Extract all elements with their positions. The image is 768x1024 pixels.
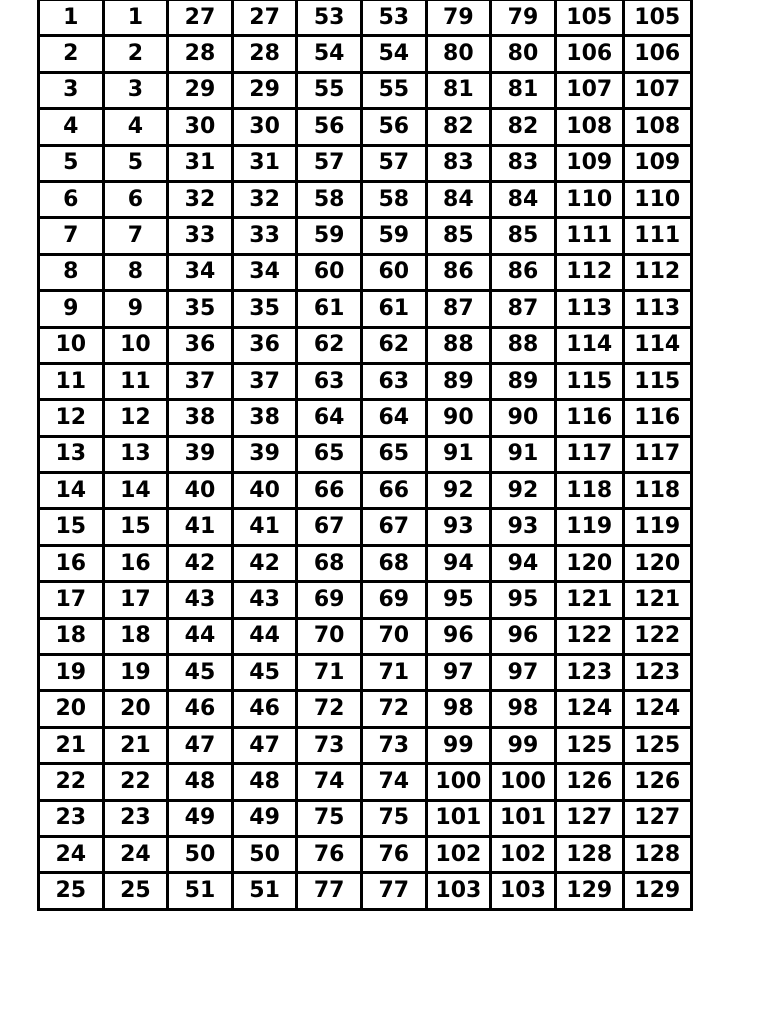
table-cell: 111 (555, 218, 623, 254)
table-cell: 64 (361, 400, 426, 436)
table-cell: 75 (297, 800, 362, 836)
table-cell: 56 (297, 109, 362, 145)
table-cell: 47 (232, 727, 297, 763)
table-cell: 110 (623, 181, 691, 217)
table-cell: 71 (297, 655, 362, 691)
table-cell: 27 (232, 0, 297, 36)
table-cell: 79 (491, 0, 556, 36)
table-cell: 74 (297, 764, 362, 800)
table-cell: 28 (232, 36, 297, 72)
table-cell: 49 (232, 800, 297, 836)
table-row (39, 327, 692, 363)
table-row (39, 582, 692, 618)
table-cell: 70 (361, 618, 426, 654)
table-cell: 123 (555, 655, 623, 691)
table-cell: 125 (623, 727, 691, 763)
table-cell: 89 (426, 363, 491, 399)
table-cell: 112 (555, 254, 623, 290)
table-cell: 68 (297, 545, 362, 581)
table-cell: 87 (426, 291, 491, 327)
table-cell: 119 (623, 509, 691, 545)
table-cell: 109 (623, 145, 691, 181)
table-cell: 99 (426, 727, 491, 763)
table-cell: 108 (555, 109, 623, 145)
table-cell: 115 (623, 363, 691, 399)
table-cell: 44 (232, 618, 297, 654)
table-cell: 45 (168, 655, 233, 691)
table-cell: 82 (491, 109, 556, 145)
table-cell: 107 (623, 72, 691, 108)
table-cell: 74 (361, 764, 426, 800)
table-cell: 20 (103, 691, 168, 727)
table-cell: 126 (555, 764, 623, 800)
table-cell: 124 (623, 691, 691, 727)
table-cell: 86 (491, 254, 556, 290)
table-cell: 37 (168, 363, 233, 399)
table-cell: 53 (361, 0, 426, 36)
table-cell: 98 (491, 691, 556, 727)
table-cell: 98 (426, 691, 491, 727)
table-cell: 56 (361, 109, 426, 145)
table-cell: 39 (232, 436, 297, 472)
table-cell: 28 (168, 36, 233, 72)
table-row (39, 618, 692, 654)
table-row (39, 363, 692, 399)
table-cell: 24 (103, 836, 168, 872)
table-row (39, 145, 692, 181)
table-cell: 4 (103, 109, 168, 145)
table-cell: 128 (555, 836, 623, 872)
table-cell: 55 (361, 72, 426, 108)
table-cell: 39 (168, 436, 233, 472)
table-cell: 25 (39, 873, 104, 909)
table-cell: 53 (297, 0, 362, 36)
table-cell: 5 (103, 145, 168, 181)
table-cell: 91 (491, 436, 556, 472)
table-cell: 83 (426, 145, 491, 181)
table-cell: 3 (39, 72, 104, 108)
table-cell: 81 (491, 72, 556, 108)
table-cell: 102 (426, 836, 491, 872)
table-cell: 80 (491, 36, 556, 72)
table-cell: 82 (426, 109, 491, 145)
table-cell: 20 (39, 691, 104, 727)
table-cell: 70 (297, 618, 362, 654)
table-cell: 110 (555, 181, 623, 217)
table-cell: 72 (361, 691, 426, 727)
table-cell: 120 (555, 545, 623, 581)
table-cell: 38 (168, 400, 233, 436)
table-cell: 123 (623, 655, 691, 691)
table-cell: 48 (232, 764, 297, 800)
table-cell: 115 (555, 363, 623, 399)
table-row (39, 109, 692, 145)
table-cell: 40 (232, 473, 297, 509)
table-cell: 48 (168, 764, 233, 800)
table-cell: 93 (426, 509, 491, 545)
table-cell: 6 (103, 181, 168, 217)
table-cell: 90 (491, 400, 556, 436)
table-cell: 77 (297, 873, 362, 909)
table-cell: 21 (39, 727, 104, 763)
table-cell: 102 (491, 836, 556, 872)
table-cell: 73 (297, 727, 362, 763)
table-cell: 64 (297, 400, 362, 436)
table-cell: 84 (491, 181, 556, 217)
table-cell: 114 (555, 327, 623, 363)
table-cell: 92 (426, 473, 491, 509)
table-cell: 108 (623, 109, 691, 145)
table-cell: 67 (297, 509, 362, 545)
table-cell: 97 (426, 655, 491, 691)
table-cell: 38 (232, 400, 297, 436)
table-cell: 63 (297, 363, 362, 399)
table-cell: 35 (168, 291, 233, 327)
table-cell: 62 (361, 327, 426, 363)
table-cell: 55 (297, 72, 362, 108)
table-cell: 69 (361, 582, 426, 618)
table-cell: 34 (232, 254, 297, 290)
table-cell: 18 (39, 618, 104, 654)
table-cell: 129 (555, 873, 623, 909)
table-cell: 32 (232, 181, 297, 217)
table-cell: 89 (491, 363, 556, 399)
table-cell: 66 (361, 473, 426, 509)
table-cell: 61 (361, 291, 426, 327)
table-cell: 43 (232, 582, 297, 618)
table-cell: 61 (297, 291, 362, 327)
table-cell: 106 (555, 36, 623, 72)
table-row (39, 436, 692, 472)
table-cell: 81 (426, 72, 491, 108)
table-cell: 5 (39, 145, 104, 181)
table-cell: 75 (361, 800, 426, 836)
table-cell: 116 (555, 400, 623, 436)
table-row (39, 655, 692, 691)
table-body (39, 0, 692, 909)
table-cell: 41 (168, 509, 233, 545)
table-cell: 33 (168, 218, 233, 254)
table-cell: 50 (168, 836, 233, 872)
table-cell: 51 (168, 873, 233, 909)
table-cell: 15 (103, 509, 168, 545)
table-cell: 107 (555, 72, 623, 108)
table-row (39, 800, 692, 836)
table-cell: 8 (103, 254, 168, 290)
table-cell: 31 (168, 145, 233, 181)
table-cell: 29 (168, 72, 233, 108)
table-cell: 30 (232, 109, 297, 145)
table-cell: 43 (168, 582, 233, 618)
table-cell: 125 (555, 727, 623, 763)
table-cell: 47 (168, 727, 233, 763)
table-cell: 100 (426, 764, 491, 800)
table-cell: 14 (39, 473, 104, 509)
table-cell: 96 (426, 618, 491, 654)
table-cell: 29 (232, 72, 297, 108)
table-cell: 95 (426, 582, 491, 618)
table-cell: 101 (491, 800, 556, 836)
table-cell: 105 (555, 0, 623, 36)
table-cell: 11 (103, 363, 168, 399)
table-cell: 45 (232, 655, 297, 691)
table-cell: 2 (39, 36, 104, 72)
table-cell: 15 (39, 509, 104, 545)
table-cell: 118 (623, 473, 691, 509)
table-cell: 13 (39, 436, 104, 472)
table-cell: 112 (623, 254, 691, 290)
table-cell: 35 (232, 291, 297, 327)
table-cell: 23 (103, 800, 168, 836)
table-cell: 54 (361, 36, 426, 72)
table-cell: 41 (232, 509, 297, 545)
table-cell: 83 (491, 145, 556, 181)
table-cell: 63 (361, 363, 426, 399)
table-cell: 23 (39, 800, 104, 836)
table-cell: 40 (168, 473, 233, 509)
table-cell: 68 (361, 545, 426, 581)
table-cell: 92 (491, 473, 556, 509)
table-cell: 59 (297, 218, 362, 254)
table-cell: 7 (103, 218, 168, 254)
table-cell: 65 (361, 436, 426, 472)
table-cell: 19 (103, 655, 168, 691)
table-cell: 19 (39, 655, 104, 691)
table-cell: 49 (168, 800, 233, 836)
table-cell: 16 (39, 545, 104, 581)
table-cell: 10 (103, 327, 168, 363)
table-row (39, 36, 692, 72)
table-cell: 121 (555, 582, 623, 618)
table-row (39, 545, 692, 581)
table-row (39, 72, 692, 108)
table-cell: 2 (103, 36, 168, 72)
table-cell: 42 (168, 545, 233, 581)
table-cell: 88 (426, 327, 491, 363)
table-row (39, 764, 692, 800)
table-cell: 103 (426, 873, 491, 909)
table-cell: 96 (491, 618, 556, 654)
table-cell: 72 (297, 691, 362, 727)
table-cell: 84 (426, 181, 491, 217)
table-cell: 103 (491, 873, 556, 909)
table-cell: 76 (361, 836, 426, 872)
table-cell: 16 (103, 545, 168, 581)
table-cell: 1 (39, 0, 104, 36)
table-cell: 93 (491, 509, 556, 545)
table-cell: 10 (39, 327, 104, 363)
table-cell: 90 (426, 400, 491, 436)
table-cell: 14 (103, 473, 168, 509)
table-cell: 124 (555, 691, 623, 727)
table-cell: 4 (39, 109, 104, 145)
table-cell: 33 (232, 218, 297, 254)
table-row (39, 218, 692, 254)
table-row (39, 873, 692, 909)
table-cell: 25 (103, 873, 168, 909)
table-cell: 73 (361, 727, 426, 763)
table-cell: 94 (426, 545, 491, 581)
table-row (39, 691, 692, 727)
table-cell: 31 (232, 145, 297, 181)
table-cell: 50 (232, 836, 297, 872)
table-cell: 113 (555, 291, 623, 327)
table-cell: 128 (623, 836, 691, 872)
table-cell: 77 (361, 873, 426, 909)
table-cell: 85 (426, 218, 491, 254)
table-cell: 116 (623, 400, 691, 436)
table-cell: 127 (555, 800, 623, 836)
table-cell: 24 (39, 836, 104, 872)
table-cell: 9 (103, 291, 168, 327)
table-cell: 57 (361, 145, 426, 181)
table-cell: 17 (39, 582, 104, 618)
table-cell: 3 (103, 72, 168, 108)
table-cell: 32 (168, 181, 233, 217)
table-cell: 126 (623, 764, 691, 800)
table-cell: 80 (426, 36, 491, 72)
table-cell: 1 (103, 0, 168, 36)
table-cell: 30 (168, 109, 233, 145)
table-cell: 27 (168, 0, 233, 36)
table-cell: 59 (361, 218, 426, 254)
table-row (39, 400, 692, 436)
table-cell: 44 (168, 618, 233, 654)
table-cell: 12 (103, 400, 168, 436)
table-row (39, 473, 692, 509)
table-cell: 79 (426, 0, 491, 36)
table-cell: 120 (623, 545, 691, 581)
number-grid-table (37, 0, 693, 911)
table-cell: 101 (426, 800, 491, 836)
table-cell: 22 (39, 764, 104, 800)
table-cell: 118 (555, 473, 623, 509)
table-cell: 54 (297, 36, 362, 72)
table-cell: 129 (623, 873, 691, 909)
table-cell: 46 (168, 691, 233, 727)
table-row (39, 836, 692, 872)
table-cell: 34 (168, 254, 233, 290)
table-cell: 113 (623, 291, 691, 327)
table-cell: 87 (491, 291, 556, 327)
table-row (39, 0, 692, 36)
table-cell: 114 (623, 327, 691, 363)
table-cell: 69 (297, 582, 362, 618)
table-cell: 100 (491, 764, 556, 800)
table-cell: 97 (491, 655, 556, 691)
table-cell: 122 (555, 618, 623, 654)
table-cell: 71 (361, 655, 426, 691)
table-cell: 57 (297, 145, 362, 181)
table-cell: 17 (103, 582, 168, 618)
table-row (39, 727, 692, 763)
table-cell: 122 (623, 618, 691, 654)
table-cell: 60 (361, 254, 426, 290)
table-row (39, 181, 692, 217)
table-cell: 60 (297, 254, 362, 290)
table-cell: 6 (39, 181, 104, 217)
table-cell: 106 (623, 36, 691, 72)
table-cell: 62 (297, 327, 362, 363)
table-cell: 121 (623, 582, 691, 618)
table-cell: 95 (491, 582, 556, 618)
table-cell: 22 (103, 764, 168, 800)
table-row (39, 509, 692, 545)
table-cell: 111 (623, 218, 691, 254)
table-cell: 88 (491, 327, 556, 363)
table-cell: 127 (623, 800, 691, 836)
table-cell: 65 (297, 436, 362, 472)
table-cell: 37 (232, 363, 297, 399)
table-cell: 12 (39, 400, 104, 436)
table-cell: 105 (623, 0, 691, 36)
table-cell: 67 (361, 509, 426, 545)
table-row (39, 254, 692, 290)
table-cell: 9 (39, 291, 104, 327)
table-cell: 46 (232, 691, 297, 727)
table-cell: 36 (232, 327, 297, 363)
table-cell: 85 (491, 218, 556, 254)
table-cell: 117 (623, 436, 691, 472)
table-cell: 94 (491, 545, 556, 581)
table-cell: 58 (297, 181, 362, 217)
table-cell: 8 (39, 254, 104, 290)
table-cell: 58 (361, 181, 426, 217)
table-cell: 21 (103, 727, 168, 763)
table-cell: 99 (491, 727, 556, 763)
table-cell: 36 (168, 327, 233, 363)
table-cell: 117 (555, 436, 623, 472)
table-cell: 76 (297, 836, 362, 872)
table-cell: 119 (555, 509, 623, 545)
table-cell: 109 (555, 145, 623, 181)
table-cell: 42 (232, 545, 297, 581)
table-cell: 86 (426, 254, 491, 290)
table-row (39, 291, 692, 327)
table-cell: 13 (103, 436, 168, 472)
table-cell: 51 (232, 873, 297, 909)
table-cell: 18 (103, 618, 168, 654)
table-cell: 7 (39, 218, 104, 254)
table-cell: 11 (39, 363, 104, 399)
table-cell: 66 (297, 473, 362, 509)
table-cell: 91 (426, 436, 491, 472)
